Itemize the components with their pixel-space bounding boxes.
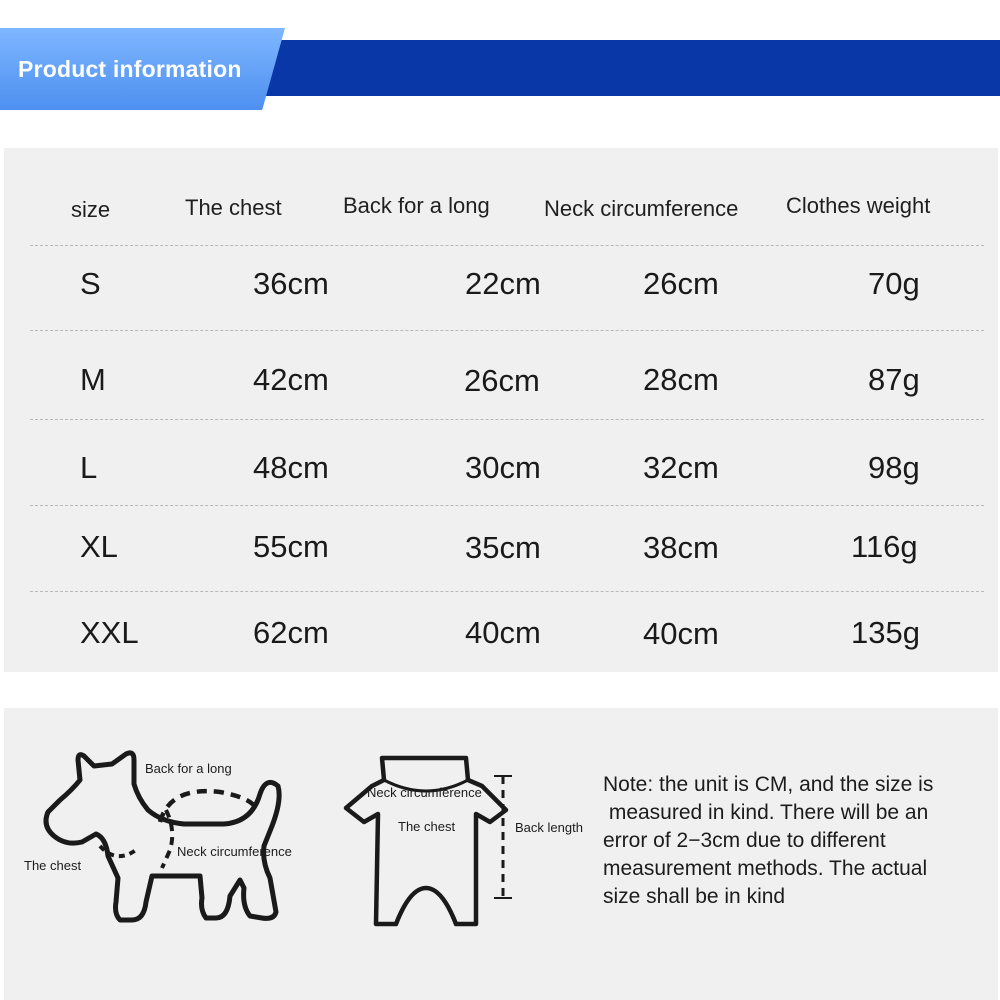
row-divider [30, 505, 984, 506]
header-size: size [71, 197, 111, 222]
neck-cell: 26cm [643, 266, 719, 301]
weight-cell: 70g [868, 266, 920, 301]
neck-cell: 32cm [643, 450, 719, 485]
coat-chest-label: The chest [398, 819, 456, 834]
size-cell: M [80, 362, 106, 397]
neck-cell: 40cm [643, 616, 719, 651]
note-line: measurement methods. The actual [603, 857, 928, 880]
dog-back-label: Back for a long [145, 761, 232, 776]
chest-cell: 48cm [253, 450, 329, 485]
size-cell: XXL [80, 615, 139, 650]
size-note [603, 771, 993, 911]
coat-outline-icon [334, 748, 534, 938]
header-weight: Clothes weight [786, 193, 931, 218]
note-line: error of 2−3cm due to different [603, 829, 886, 852]
back-cell: 35cm [465, 530, 541, 565]
back-cell: 40cm [465, 615, 541, 650]
weight-cell: 135g [851, 615, 920, 650]
row-divider [30, 419, 984, 420]
row-divider [30, 330, 984, 331]
weight-cell: 98g [868, 450, 920, 485]
row-divider [30, 591, 984, 592]
header-chest: The chest [185, 195, 282, 220]
note-line: measured in kind. There will be an [603, 801, 929, 824]
measurement-panel [4, 708, 998, 1000]
back-cell: 26cm [464, 363, 540, 398]
chest-cell: 62cm [253, 615, 329, 650]
header-back: Back for a long [343, 193, 490, 218]
chest-cell: 36cm [253, 266, 329, 301]
note-line: Note: the unit is CM, and the size is [603, 773, 934, 796]
size-cell: S [80, 266, 101, 301]
coat-back-length-label: Back length [515, 820, 583, 835]
dog-neck-label: Neck circumference [177, 844, 292, 859]
row-divider [30, 245, 984, 246]
back-cell: 22cm [465, 266, 541, 301]
chest-cell: 42cm [253, 362, 329, 397]
neck-cell: 28cm [643, 362, 719, 397]
weight-cell: 116g [851, 529, 918, 564]
weight-cell: 87g [868, 362, 920, 397]
chest-cell: 55cm [253, 529, 329, 564]
banner-title: Product information [18, 56, 242, 82]
neck-cell: 38cm [643, 530, 719, 565]
header-neck: Neck circumference [544, 196, 739, 221]
coat-neck-label: Neck circumference [367, 785, 482, 800]
note-line: size shall be in kind [603, 885, 786, 908]
size-cell: XL [80, 529, 118, 564]
header-banner [0, 28, 1000, 112]
dog-chest-label: The chest [24, 858, 82, 873]
size-cell: L [80, 450, 98, 485]
back-cell: 30cm [465, 450, 541, 485]
size-table [4, 148, 998, 672]
